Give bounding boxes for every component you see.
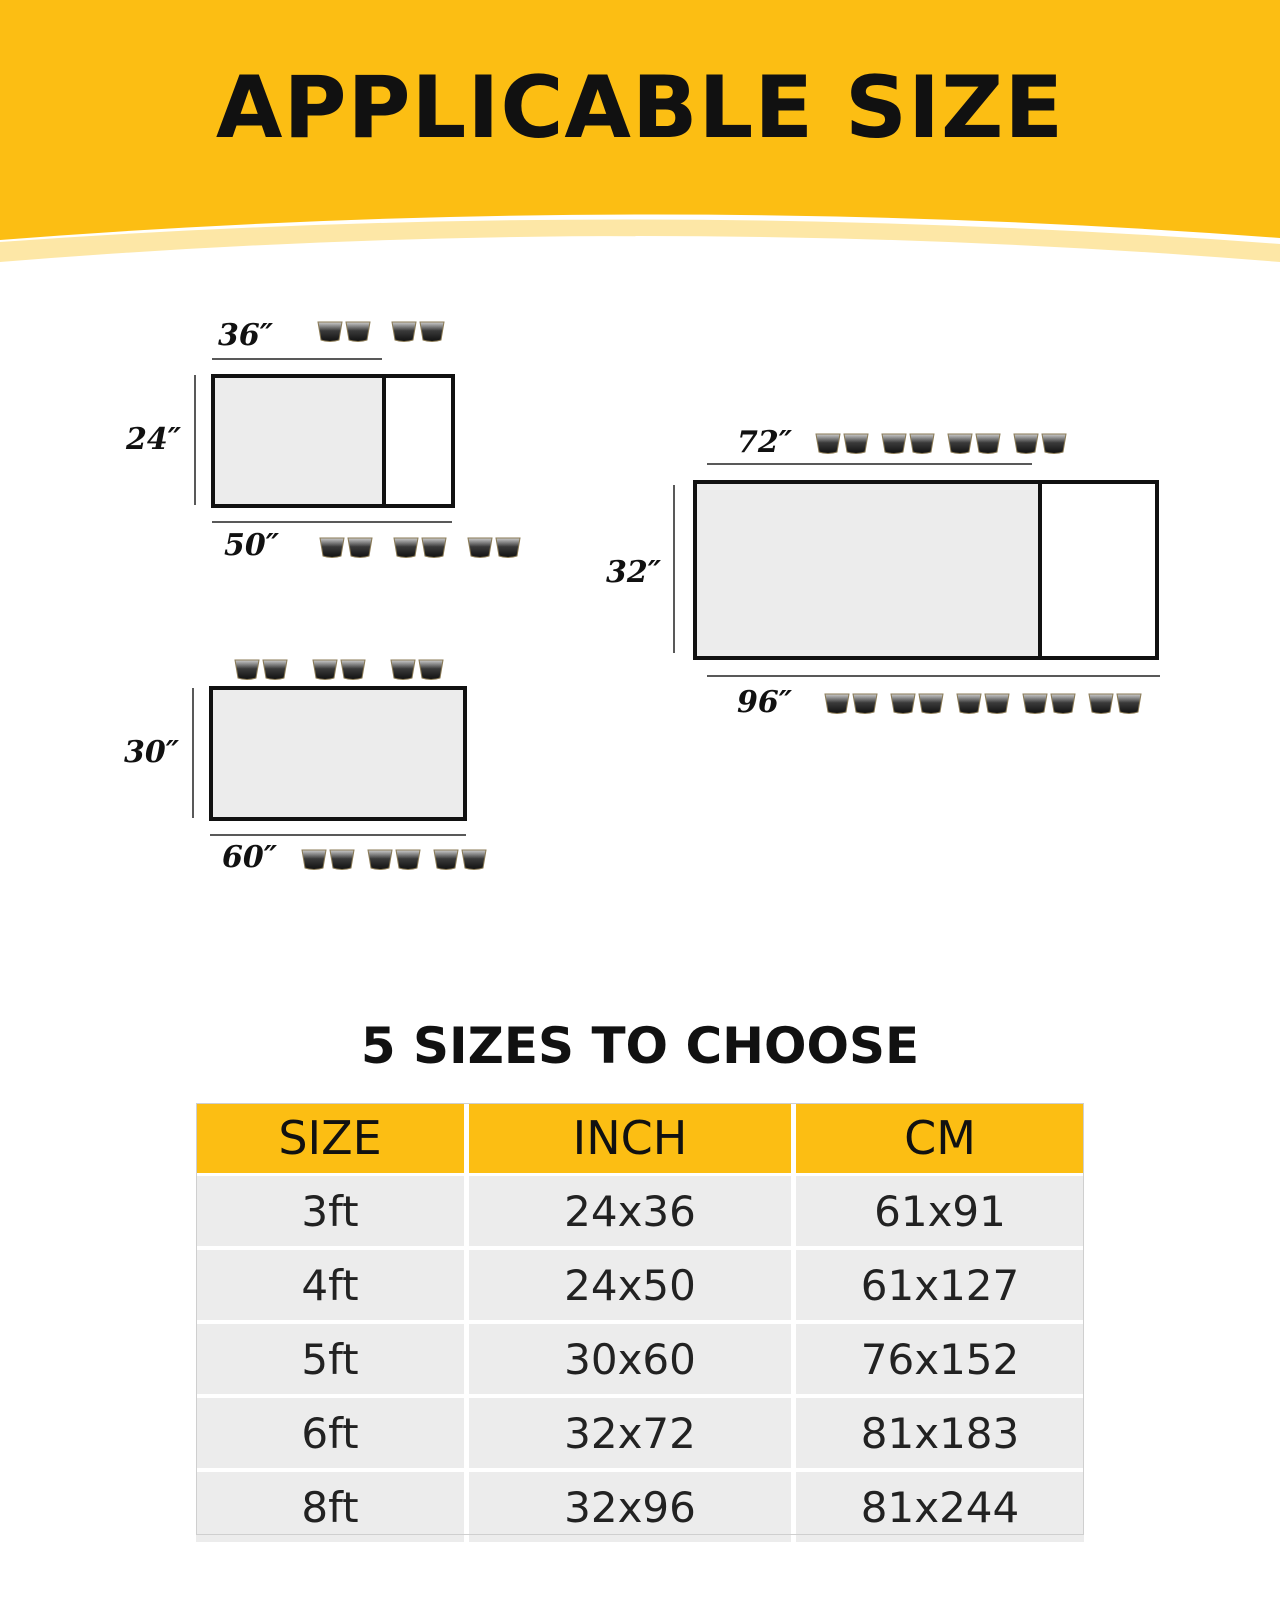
top-dimension-label: 72″ [737, 425, 793, 460]
inch-cell: 32x72 [469, 1398, 791, 1468]
cm-cell: 81x183 [796, 1398, 1084, 1468]
size-cell: 3ft [196, 1176, 464, 1246]
chair-icon [302, 850, 326, 870]
cm-cell: 61x91 [796, 1176, 1084, 1246]
inch-cell: 32x96 [469, 1472, 791, 1542]
chair-icon [235, 660, 259, 680]
chair-icon [318, 322, 342, 342]
bottom-dimension-label: 60″ [222, 840, 278, 875]
table-outline-60 [211, 688, 465, 819]
chair-icon [1023, 694, 1047, 714]
chair-icon [957, 694, 981, 714]
table-header-row [196, 1103, 1084, 1173]
left-dimension-label: 32″ [606, 555, 662, 590]
size-cell: 5ft [196, 1324, 464, 1394]
left-dimension-label: 24″ [126, 422, 182, 457]
chair-icon [468, 538, 492, 558]
chair-icon [1051, 694, 1075, 714]
chair-icon [976, 434, 1000, 454]
chair-icon [825, 694, 849, 714]
chair-row-top [235, 660, 443, 680]
chair-icon [263, 660, 287, 680]
chair-icon [320, 538, 344, 558]
top-dimension-label: 36″ [218, 318, 274, 353]
chair-icon [419, 660, 443, 680]
chair-icon [341, 660, 365, 680]
chair-icon [434, 850, 458, 870]
table-extension-50 [384, 376, 453, 506]
chair-icon [462, 850, 486, 870]
table-row [196, 1324, 1084, 1394]
page-title: APPLICABLE SIZE [215, 58, 1065, 158]
chair-icon [1117, 694, 1141, 714]
table-outline-36 [213, 376, 384, 506]
size-cell: 8ft [196, 1472, 464, 1542]
chair-icon [910, 434, 934, 454]
chair-icon [422, 538, 446, 558]
table-row [196, 1472, 1084, 1542]
chair-icon [816, 434, 840, 454]
bottom-dimension-label: 50″ [224, 528, 280, 563]
chair-row-bottom [320, 538, 520, 558]
table-row [196, 1250, 1084, 1320]
chair-row-bottom [825, 694, 1141, 714]
inch-cell: 24x36 [469, 1176, 791, 1246]
inch-cell: 24x50 [469, 1250, 791, 1320]
column-header-cm: CM [796, 1103, 1084, 1173]
chair-icon [394, 538, 418, 558]
diagram-5ft [124, 660, 486, 875]
chair-icon [1089, 694, 1113, 714]
size-cell: 4ft [196, 1250, 464, 1320]
chair-row-top [318, 322, 444, 342]
column-header-size: SIZE [196, 1103, 464, 1173]
chair-icon [853, 694, 877, 714]
chair-icon [392, 322, 416, 342]
chair-icon [348, 538, 372, 558]
chair-icon [919, 694, 943, 714]
bottom-dimension-label: 96″ [737, 685, 793, 720]
chair-icon [346, 322, 370, 342]
chair-row-top [816, 434, 1066, 454]
diagram-3ft-4ft [125, 318, 520, 563]
chair-icon [948, 434, 972, 454]
table-row [196, 1176, 1084, 1246]
chair-icon [496, 538, 520, 558]
chair-icon [391, 660, 415, 680]
cm-cell: 61x127 [796, 1250, 1084, 1320]
column-header-inch: INCH [469, 1103, 791, 1173]
chair-icon [420, 322, 444, 342]
sizes-section-title: 5 SIZES TO CHOOSE [360, 1017, 920, 1075]
chair-icon [891, 694, 915, 714]
inch-cell: 30x60 [469, 1324, 791, 1394]
table-extension-96 [1040, 482, 1157, 658]
cm-cell: 76x152 [796, 1324, 1084, 1394]
chair-icon [1014, 434, 1038, 454]
sizes-table [196, 1103, 1084, 1546]
chair-icon [368, 850, 392, 870]
table-outline-72 [695, 482, 1040, 658]
chair-icon [882, 434, 906, 454]
size-cell: 6ft [196, 1398, 464, 1468]
chair-icon [313, 660, 337, 680]
chair-icon [844, 434, 868, 454]
diagram-6ft-8ft [606, 425, 1160, 720]
chair-icon [985, 694, 1009, 714]
cm-cell: 81x244 [796, 1472, 1084, 1542]
chair-icon [396, 850, 420, 870]
table-row [196, 1398, 1084, 1468]
chair-icon [330, 850, 354, 870]
left-dimension-label: 30″ [124, 735, 180, 770]
chair-icon [1042, 434, 1066, 454]
chair-row-bottom [302, 850, 486, 870]
